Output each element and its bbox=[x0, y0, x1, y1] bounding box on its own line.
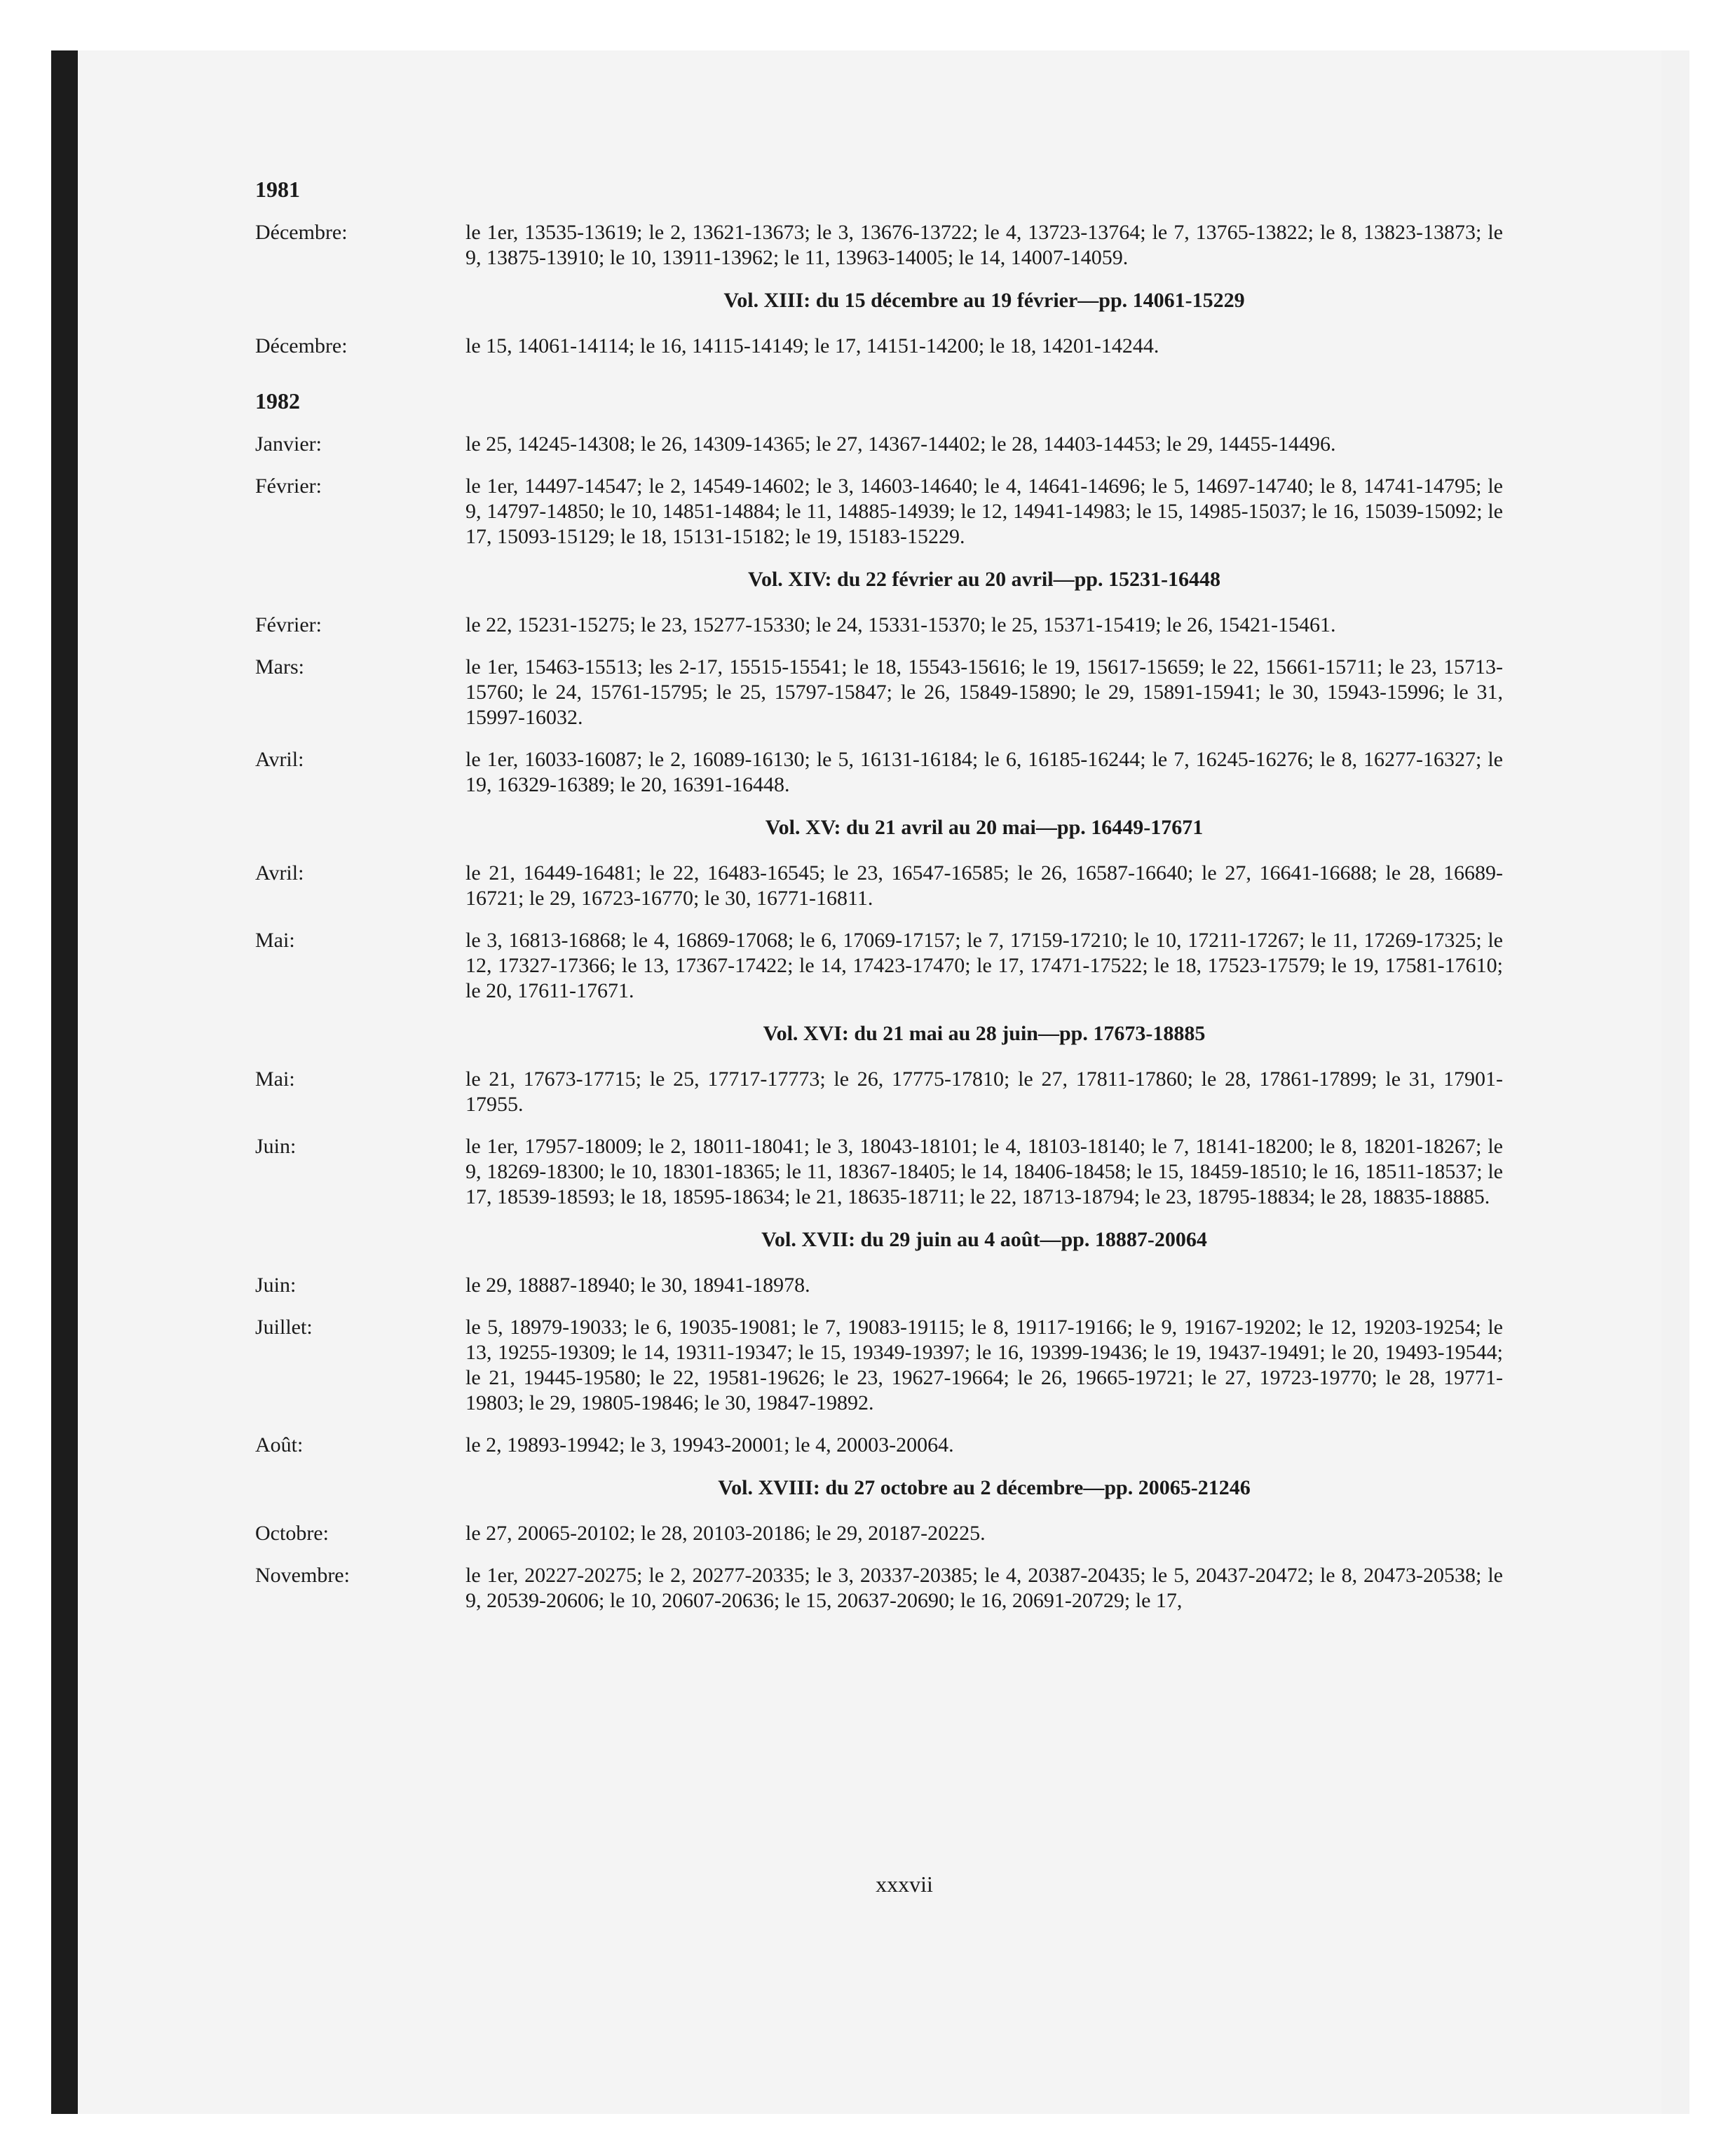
month-label: Décembre: bbox=[255, 221, 348, 244]
month-entry bbox=[255, 1563, 1503, 1613]
month-label: Mars: bbox=[255, 655, 304, 678]
sitting-dates: le 5, 18979-19033; le 6, 19035-19081; le 7, 19083-19115; le 8, 19117-19166; le 9, 19167-19202; le 12, 19203-19254; le 13, 19255-19309; le 14, 19311-19347; le 15, 19349-19397; le 16, 19399-19436; le 19, 19437-19491; le 20, 19493-19544; le 21, 19445-19580; le 22, 19581-19626; le 23, 19627-19664; le 26, 19665-19721; le 27, 19723-19770; le 28, 19771-19803; le 29, 19805-19846; le 30, 19847-19892. bbox=[465, 1316, 1503, 1414]
sitting-dates: le 2, 19893-19942; le 3, 19943-20001; le 4, 20003-20064. bbox=[465, 1433, 954, 1456]
sitting-dates: le 29, 18887-18940; le 30, 18941-18978. bbox=[465, 1274, 810, 1297]
scan-binding-edge bbox=[51, 50, 78, 2114]
month-entry bbox=[255, 1134, 1503, 1210]
month-entry bbox=[255, 747, 1503, 798]
sitting-dates: le 1er, 15463-15513; les 2-17, 15515-15541; le 18, 15543-15616; le 19, 15617-15659; le 22, 15661-15711; le 23, 15713-15760; le 24, 15761-15795; le 25, 15797-15847; le 26, 15849-15890; le 29, 15891-15941; le 30, 15943-15996; le 31, 15997-16032. bbox=[465, 655, 1503, 729]
month-label: Juin: bbox=[255, 1274, 297, 1297]
month-label: Août: bbox=[255, 1433, 304, 1456]
month-label: Avril: bbox=[255, 861, 304, 885]
sitting-dates: le 21, 16449-16481; le 22, 16483-16545; le 23, 16547-16585; le 26, 16587-16640; le 27, 16641-16688; le 28, 16689-16721; le 29, 16723-16770; le 30, 16771-16811. bbox=[465, 861, 1503, 910]
month-entry bbox=[255, 1067, 1503, 1117]
year-heading: 1982 bbox=[255, 388, 300, 414]
month-label: Janvier: bbox=[255, 432, 322, 456]
scan-right-margin bbox=[1661, 50, 1689, 2114]
volume-heading: Vol. XV: du 21 avril au 20 mai—pp. 16449-17671 bbox=[765, 816, 1204, 839]
month-entry bbox=[255, 432, 1503, 457]
month-entry bbox=[255, 1273, 1503, 1298]
month-label: Février: bbox=[255, 613, 322, 636]
sitting-dates: le 15, 14061-14114; le 16, 14115-14149; le 17, 14151-14200; le 18, 14201-14244. bbox=[465, 334, 1159, 357]
volume-heading: Vol. XIV: du 22 février au 20 avril—pp. 15231-16448 bbox=[748, 568, 1220, 591]
month-entry bbox=[255, 861, 1503, 911]
month-entry bbox=[255, 613, 1503, 638]
month-entry bbox=[255, 928, 1503, 1004]
month-label: Avril: bbox=[255, 748, 304, 771]
sitting-dates: le 1er, 16033-16087; le 2, 16089-16130; le 5, 16131-16184; le 6, 16185-16244; le 7, 16245-16276; le 8, 16277-16327; le 19, 16329-16389; le 20, 16391-16448. bbox=[465, 748, 1503, 796]
sessional-index-content bbox=[255, 175, 1503, 1630]
month-label: Mai: bbox=[255, 1067, 295, 1091]
sitting-dates: le 1er, 13535-13619; le 2, 13621-13673; le 3, 13676-13722; le 4, 13723-13764; le 7, 13765-13822; le 8, 13823-13873; le 9, 13875-13910; le 10, 13911-13962; le 11, 13963-14005; le 14, 14007-14059. bbox=[465, 221, 1503, 269]
month-entry bbox=[255, 220, 1503, 271]
page-number: xxxvii bbox=[876, 1871, 933, 1897]
volume-heading: Vol. XVI: du 21 mai au 28 juin—pp. 17673-18885 bbox=[763, 1022, 1206, 1045]
sitting-dates: le 3, 16813-16868; le 4, 16869-17068; le 6, 17069-17157; le 7, 17159-17210; le 10, 17211-17267; le 11, 17269-17325; le 12, 17327-17366; le 13, 17367-17422; le 14, 17423-17470; le 17, 17471-17522; le 18, 17523-17579; le 19, 17581-17610; le 20, 17611-17671. bbox=[465, 929, 1503, 1002]
month-entry bbox=[255, 655, 1503, 730]
sitting-dates: le 1er, 14497-14547; le 2, 14549-14602; le 3, 14603-14640; le 4, 14641-14696; le 5, 14697-14740; le 8, 14741-14795; le 9, 14797-14850; le 10, 14851-14884; le 11, 14885-14939; le 12, 14941-14983; le 15, 14985-15037; le 16, 15039-15092; le 17, 15093-15129; le 18, 15131-15182; le 19, 15183-15229. bbox=[465, 475, 1503, 548]
month-label: Novembre: bbox=[255, 1564, 350, 1587]
sitting-dates: le 25, 14245-14308; le 26, 14309-14365; le 27, 14367-14402; le 28, 14403-14453; le 29, 14455-14496. bbox=[465, 432, 1336, 456]
month-label: Février: bbox=[255, 475, 322, 498]
month-label: Juin: bbox=[255, 1135, 297, 1158]
volume-heading: Vol. XVII: du 29 juin au 4 août—pp. 18887-20064 bbox=[761, 1228, 1207, 1251]
volume-heading: Vol. XIII: du 15 décembre au 19 février—pp. 14061-15229 bbox=[723, 289, 1245, 312]
sitting-dates: le 21, 17673-17715; le 25, 17717-17773; le 26, 17775-17810; le 27, 17811-17860; le 28, 17861-17899; le 31, 17901-17955. bbox=[465, 1067, 1503, 1116]
month-label: Juillet: bbox=[255, 1316, 313, 1339]
month-entry bbox=[255, 1521, 1503, 1546]
month-entry bbox=[255, 474, 1503, 550]
sitting-dates: le 1er, 20227-20275; le 2, 20277-20335; le 3, 20337-20385; le 4, 20387-20435; le 5, 20437-20472; le 8, 20473-20538; le 9, 20539-20606; le 10, 20607-20636; le 15, 20637-20690; le 16, 20691-20729; le 17, bbox=[465, 1564, 1503, 1612]
month-label: Décembre: bbox=[255, 334, 348, 357]
sitting-dates: le 22, 15231-15275; le 23, 15277-15330; le 24, 15331-15370; le 25, 15371-15419; le 26, 15421-15461. bbox=[465, 613, 1336, 636]
month-label: Mai: bbox=[255, 929, 295, 952]
year-heading: 1981 bbox=[255, 177, 300, 202]
sitting-dates: le 1er, 17957-18009; le 2, 18011-18041; le 3, 18043-18101; le 4, 18103-18140; le 7, 18141-18200; le 8, 18201-18267; le 9, 18269-18300; le 10, 18301-18365; le 11, 18367-18405; le 14, 18406-18458; le 15, 18459-18510; le 16, 18511-18537; le 17, 18539-18593; le 18, 18595-18634; le 21, 18635-18711; le 22, 18713-18794; le 23, 18795-18834; le 28, 18835-18885. bbox=[465, 1135, 1503, 1208]
month-label: Octobre: bbox=[255, 1522, 329, 1545]
month-entry bbox=[255, 1433, 1503, 1458]
month-entry bbox=[255, 1315, 1503, 1416]
sitting-dates: le 27, 20065-20102; le 28, 20103-20186; le 29, 20187-20225. bbox=[465, 1522, 986, 1545]
month-entry bbox=[255, 334, 1503, 359]
volume-heading: Vol. XVIII: du 27 octobre au 2 décembre—pp. 20065-21246 bbox=[718, 1476, 1251, 1499]
